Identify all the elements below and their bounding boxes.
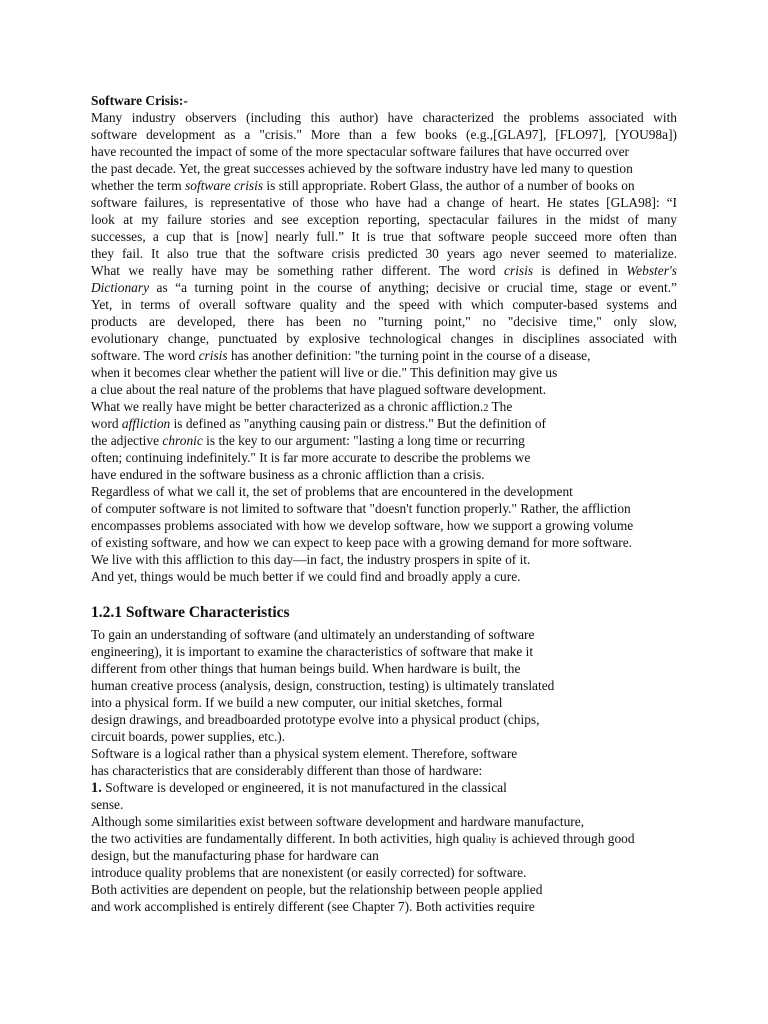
text-line: software development as a "crisis." More than a few books (e.g.,[GLA97], [FLO97], [YOU98a]) xyxy=(91,127,677,142)
text-line: a clue about the real nature of the problems that have plagued software development. xyxy=(91,382,547,397)
text-line: the adjective chronic is the key to our argument: "lasting a long time or recurring xyxy=(91,433,525,448)
text-line: Dictionary as “a turning point in the course of anything; decisive or crucial time, stage or event.” xyxy=(91,280,677,295)
text-line: Yet, in terms of overall software quality and the speed with which computer-based systems and xyxy=(91,297,677,312)
text-line: human creative process (analysis, design, construction, testing) is ultimately translated xyxy=(91,678,555,693)
text-line: software. The word crisis has another definition: "the turning point in the course of a disease, xyxy=(91,348,591,363)
text-line: evolutionary change, punctuated by explosive technological changes in disciplines associated with xyxy=(91,331,677,346)
text-line: Many industry observers (including this author) have characterized the problems associated with xyxy=(91,110,677,125)
text-line: different from other things that human beings build. When hardware is built, the xyxy=(91,661,521,676)
text-line: design drawings, and breadboarded prototype evolve into a physical product (chips, xyxy=(91,712,540,727)
text-line: Both activities are dependent on people, but the relationship between people applied xyxy=(91,882,543,897)
text-line: software failures, is representative of those who have had a change of heart. He states [GLA98]: “I xyxy=(91,195,677,210)
text-line: engineering), it is important to examine the characteristics of software that make it xyxy=(91,644,534,659)
text-line: What we really have might be better characterized as a chronic affliction.2 The xyxy=(91,399,513,414)
footnote-marker: 2 xyxy=(483,403,489,414)
text-line: look at my failure stories and see exception reporting, spectacular failures in the midst of many xyxy=(91,212,677,227)
text-line: Software is a logical rather than a physical system element. Therefore, software xyxy=(91,746,518,761)
text-line: they fail. It also true that the software crisis predicted 30 years ago never seemed to materialize. xyxy=(91,246,677,261)
text-line: successes, a cup that is [now] nearly full.” It is true that software people succeed more often than xyxy=(91,229,677,244)
text-line: And yet, things would be much better if we could find and broadly apply a cure. xyxy=(91,569,521,584)
text-line: design, but the manufacturing phase for hardware can xyxy=(91,848,379,863)
section-title: 1.2.1 Software Characteristics xyxy=(91,604,290,621)
text-line: Regardless of what we call it, the set of problems that are encountered in the development xyxy=(91,484,573,499)
text-line: when it becomes clear whether the patient will live or die." This definition may give us xyxy=(91,365,558,380)
text-line: the past decade. Yet, the great successes achieved by the software industry have led many to question xyxy=(91,161,633,176)
text-line: word affliction is defined as "anything causing pain or distress." But the definition of xyxy=(91,416,546,431)
text-line: introduce quality problems that are nonexistent (or easily corrected) for software. xyxy=(91,865,527,880)
text-line: of computer software is not limited to software that "doesn't function properly." Rather, the affliction xyxy=(91,501,631,516)
text-line: Although some similarities exist between software development and hardware manufacture, xyxy=(91,814,585,829)
text-line: has characteristics that are considerably different than those of hardware: xyxy=(91,763,483,778)
text-line: What we really have may be something rather different. The word crisis is defined in Webster's xyxy=(91,263,678,278)
text-line: products are developed, there has been no "turning point," no "decisive time," only slow, xyxy=(91,314,677,329)
section-heading: Software Crisis:- xyxy=(91,93,188,108)
text-line: 1. Software is developed or engineered, it is not manufactured in the classical xyxy=(91,780,507,796)
point-number: 1. xyxy=(91,780,102,796)
text-line: often; continuing indefinitely." It is far more accurate to describe the problems we xyxy=(91,450,531,465)
text-line: the two activities are fundamentally different. In both activities, high quality is achieved through good xyxy=(91,831,635,846)
text-line: whether the term software crisis is still appropriate. Robert Glass, the author of a number of books on xyxy=(91,178,635,193)
text-line: We live with this affliction to this day—in fact, the industry prospers in spite of it. xyxy=(91,552,531,567)
text-line: have endured in the software business as a chronic affliction than a crisis. xyxy=(91,467,485,482)
text-line: To gain an understanding of software (and ultimately an understanding of software xyxy=(91,627,535,642)
text-line: encompasses problems associated with how we develop software, how we support a growing volume xyxy=(91,518,634,533)
text-line: of existing software, and how we can expect to keep pace with a growing demand for more software. xyxy=(91,535,633,550)
text-line: sense. xyxy=(91,797,124,812)
text-line: and work accomplished is entirely different (see Chapter 7). Both activities require xyxy=(91,899,535,914)
text-line: circuit boards, power supplies, etc.). xyxy=(91,729,286,744)
text-line: have recounted the impact of some of the more spectacular software failures that have occurred over xyxy=(91,144,629,159)
text-line: into a physical form. If we build a new computer, our initial sketches, formal xyxy=(91,695,503,710)
